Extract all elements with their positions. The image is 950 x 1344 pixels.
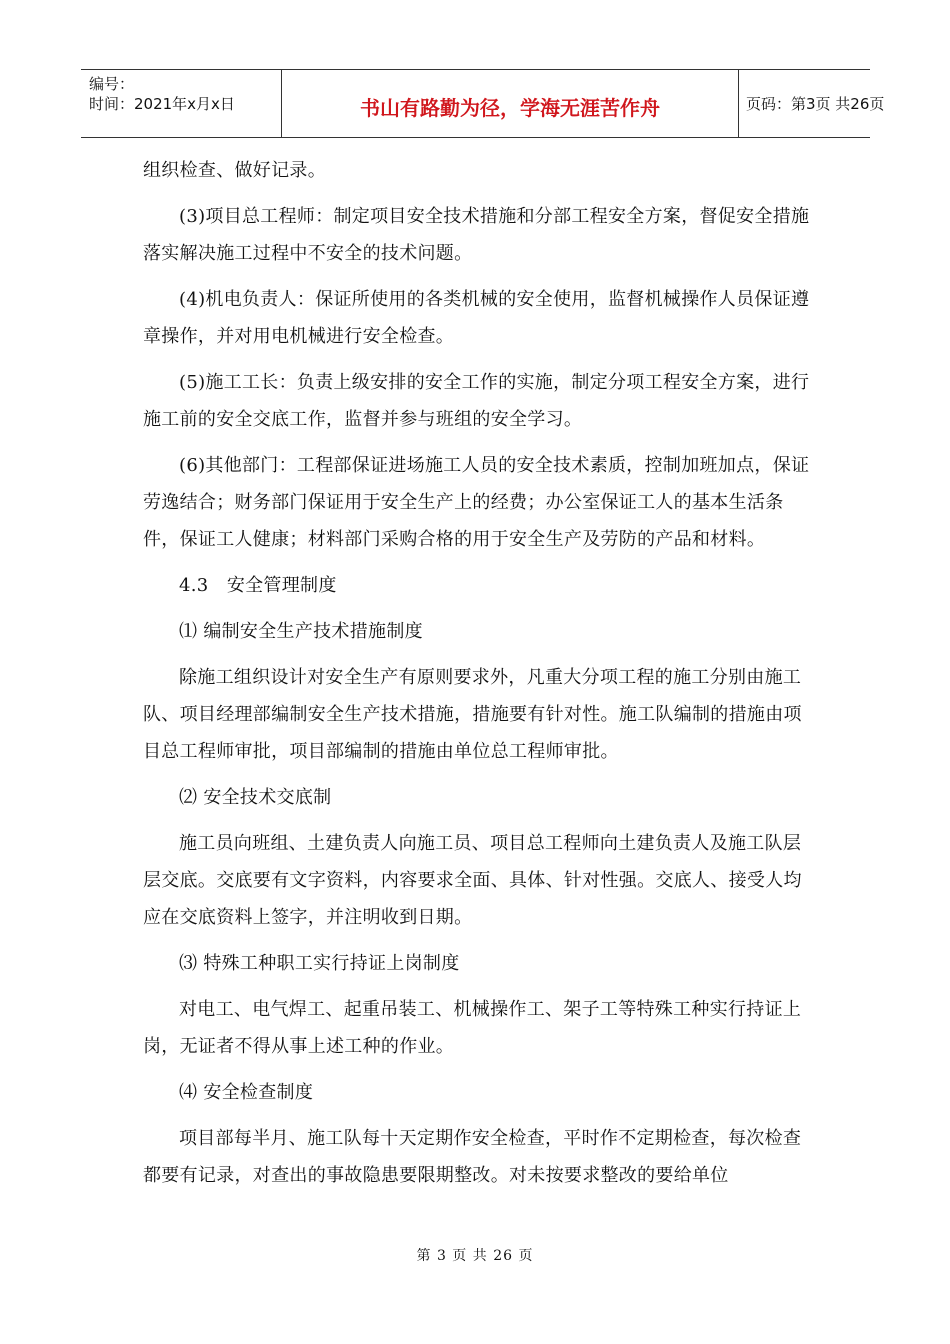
paragraph: 对电工、电气焊工、起重吊装工、机械操作工、架子工等特殊工种实行持证上岗，无证者不得从事上述工种的作业。: [143, 999, 802, 1057]
header-page-cell: [738, 70, 885, 137]
section-heading: 4.3 安全管理制度: [179, 575, 337, 596]
document-body: [143, 152, 811, 1203]
document-number-label: 编号：: [89, 75, 135, 93]
paragraph: 除施工组织设计对安全生产有原则要求外，凡重大分项工程的施工分别由施工队、项目经理部编制安全生产技术措施，措施要有针对性。施工队编制的措施由项目总工程师审批，项目部编制的措施由单位总工程师审批。: [143, 667, 802, 762]
subsection-heading: ⑵ 安全技术交底制: [179, 787, 332, 808]
paragraph: (6)其他部门：工程部保证进场施工人员的安全技术素质，控制加班加点，保证劳逸结合；财务部门保证用于安全生产上的经费；办公室保证工人的基本生活条件，保证工人健康；材料部门采购合格的用于安全生产及劳防的产品和材料。: [143, 455, 810, 550]
paragraph: 项目部每半月、施工队每十天定期作安全检查，平时作不定期检查，每次检查都要有记录，对查出的事故隐患要限期整改。对未按要求整改的要给单位: [143, 1128, 802, 1186]
header-left-cell: [81, 70, 281, 137]
header-page-info: 页码：第3页 共26页: [746, 95, 885, 113]
header-motto-cell: [281, 70, 739, 137]
subsection-heading: ⑴ 编制安全生产技术措施制度: [179, 621, 423, 642]
subsection-heading: ⑶ 特殊工种职工实行持证上岗制度: [179, 953, 460, 974]
paragraph: 组织检查、做好记录。: [143, 160, 326, 181]
document-time: 时间：2021年x月x日: [89, 95, 235, 113]
subsection-heading: ⑷ 安全检查制度: [179, 1082, 314, 1103]
paragraph: (4)机电负责人：保证所使用的各类机械的安全使用，监督机械操作人员保证遵章操作，并对用电机械进行安全检查。: [143, 289, 810, 347]
paragraph: (5)施工工长：负责上级安排的安全工作的实施，制定分项工程安全方案，进行施工前的安全交底工作，监督并参与班组的安全学习。: [143, 372, 810, 430]
page-header: [81, 69, 885, 138]
page-footer: 第 3 页 共 26 页: [416, 1248, 534, 1264]
header-motto: 书山有路勤为径，学海无涯苦作舟: [360, 96, 660, 120]
paragraph: 施工员向班组、土建负责人向施工员、项目总工程师向土建负责人及施工队层层交底。交底要有文字资料，内容要求全面、具体、针对性强。交底人、接受人均应在交底资料上签字，并注明收到日期。: [143, 833, 802, 928]
paragraph: (3)项目总工程师：制定项目安全技术措施和分部工程安全方案，督促安全措施落实解决施工过程中不安全的技术问题。: [143, 206, 810, 264]
